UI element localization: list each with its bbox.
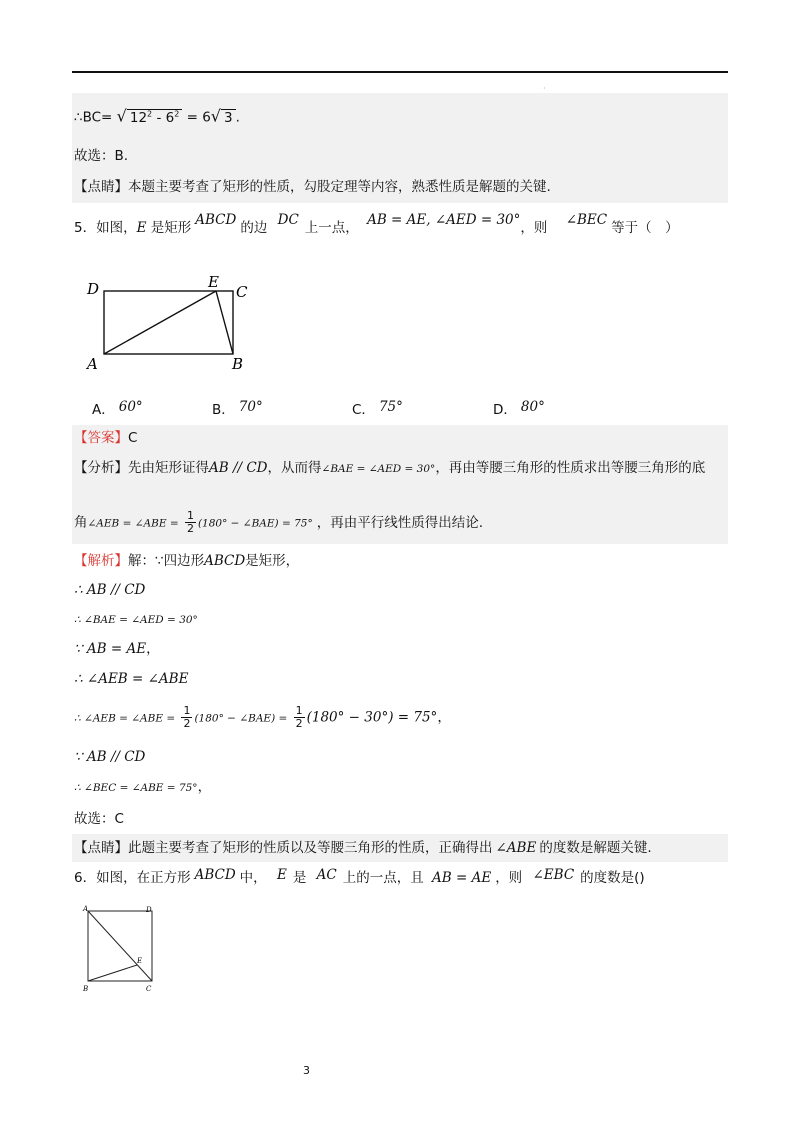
label-a: A: [87, 355, 98, 373]
page-number: 3: [303, 1064, 310, 1077]
q5-solution-5: ∴ ∠AEB = ∠ABE: [74, 671, 189, 687]
segment-be: [88, 965, 137, 981]
option-c[interactable]: C． 75°: [352, 399, 403, 418]
label-d: D: [87, 280, 100, 298]
rectangle-abcd: [104, 291, 233, 354]
q5-solution-4: ∵ AB = AE，: [74, 641, 160, 657]
label-a: A: [83, 905, 89, 913]
choice-band: [72, 137, 728, 173]
q4-choice: 故选：B.: [74, 148, 129, 164]
segment-ae: [104, 291, 216, 354]
label-b: B: [83, 985, 89, 993]
option-d[interactable]: D． 80°: [493, 399, 545, 418]
label-c: C: [146, 985, 152, 993]
label-b: B: [232, 355, 244, 373]
label-c: C: [236, 283, 248, 301]
square-figure: [80, 903, 160, 995]
q6-stem: 6．如图，在正方形 ABCD 中， E 是 AC 上的一点，且 AB = AE ，则 ∠EBC 的度数是(): [74, 867, 645, 886]
header-rule: [72, 71, 728, 73]
answer-band: [72, 425, 728, 451]
header-dot: ·: [543, 84, 546, 93]
q5-answer: 【答案】C: [74, 430, 138, 446]
q5-analysis-2: 角∠AEB = ∠ABE = $\frac{1}{2}$ (180° − ∠BAE) = 75° ，再由平行线性质得出结论.: [74, 509, 484, 535]
q5-solution-2: ∴ AB // CD: [74, 582, 146, 598]
option-b[interactable]: B． 70°: [212, 399, 263, 418]
q5-solution-8: ∴ ∠BEC = ∠ABE = 75°，: [74, 779, 212, 795]
q5-solution-7: ∵ AB // CD: [74, 749, 146, 765]
q5-analysis-1: 【分析】先由矩形证得AB // CD，从而得∠BAE = ∠AED = 30°，再由等腰三角形的性质求出等腰三角形的底: [74, 460, 706, 476]
label-e: E: [137, 957, 143, 965]
q5-comment: 【点睛】此题主要考查了矩形的性质以及等腰三角形的性质，正确得出 ∠ABE 的度数是解题关键.: [74, 840, 652, 856]
bc-result: ∴BC= √ $12^2 - 6^2 = 6√$ 3 .: [74, 106, 240, 126]
q5-solution-1: 【解析】解：∵四边形ABCD是矩形，: [74, 553, 300, 569]
q5-stem: 5．如图，E 是矩形 ABCD 的边 DC 上一点， AB = AE, ∠AED = 30°，则 ∠BEC 等于（ ）: [74, 212, 679, 236]
option-a[interactable]: A． 60°: [92, 399, 143, 418]
q5-solution-6: ∴ ∠AEB = ∠ABE = $\frac{1}{2}$ (180° − ∠BAE) = $\frac{1}{2}$ (180° − 30°) = 75°，: [74, 704, 451, 730]
rectangle-figure: [84, 276, 254, 376]
label-e: E: [208, 276, 219, 291]
segment-eb: [216, 291, 233, 354]
q4-comment: 【点睛】本题主要考查了矩形的性质，勾股定理等内容，熟悉性质是解题的关键.: [74, 179, 551, 195]
label-d: D: [146, 906, 152, 914]
q5-solution-3: ∴ ∠BAE = ∠AED = 30°: [74, 614, 198, 626]
q5-choice: 故选：C: [74, 811, 124, 827]
